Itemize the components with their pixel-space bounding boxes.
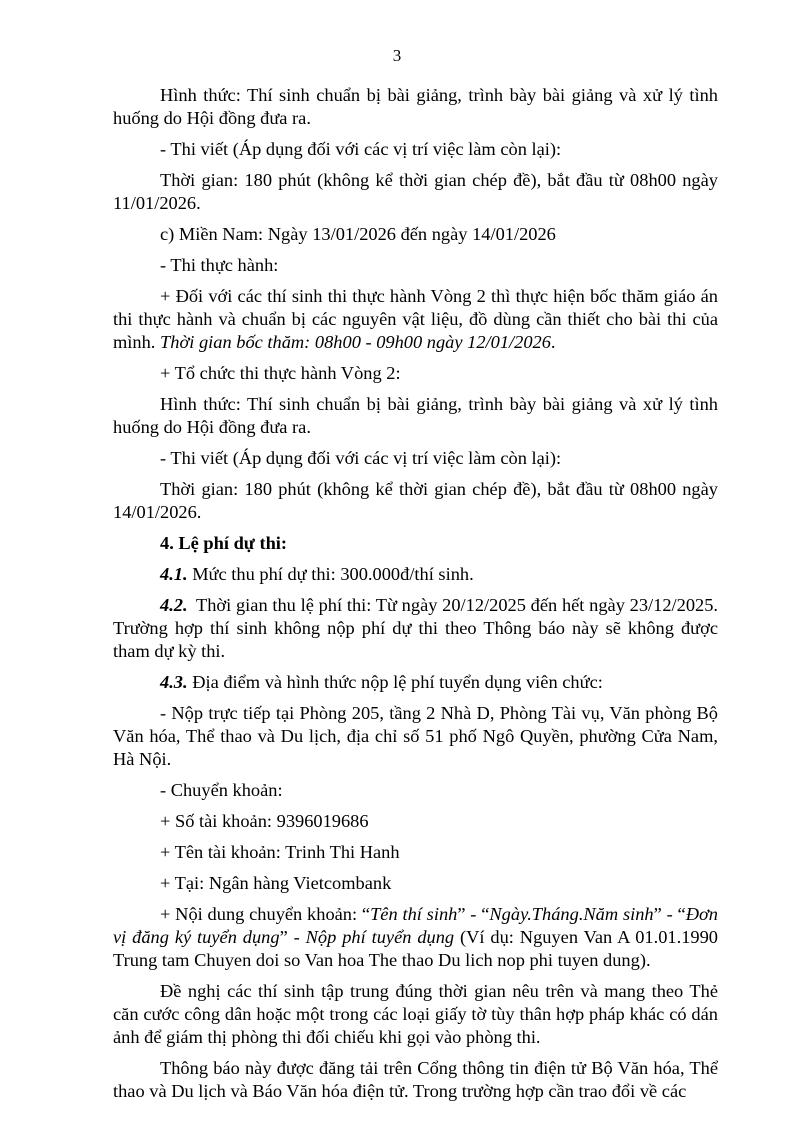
paragraph-4-2 xyxy=(113,594,718,663)
paragraph-announcement: Thông báo này được đăng tải trên Cổng thông tin điện tử Bộ Văn hóa, Thể thao và Du lịch và Báo Văn hóa điện tử. Trong trường hợp cần trao đổi về các xyxy=(113,1058,718,1101)
section-4-3-text: Địa điểm và hình thức nộp lệ phí tuyển dụng viên chức: xyxy=(187,672,603,692)
draw-time-italic: Thời gian bốc thăm: 08h00 - 09h00 ngày 12/01/2026 xyxy=(160,332,551,352)
transfer-text-4: ” - xyxy=(279,927,306,947)
paragraph-format-north: Hình thức: Thí sinh chuẩn bị bài giảng, trình bày bài giảng và xử lý tình huống do Hội đồng đưa ra. xyxy=(113,85,718,128)
paragraph-bank-name: + Tại: Ngân hàng Vietcombank xyxy=(160,873,392,893)
paragraph-practical-draw xyxy=(113,285,718,354)
transfer-text-1: + Nội dung chuyển khoản: “ xyxy=(160,904,371,924)
paragraph-format-south: Hình thức: Thí sinh chuẩn bị bài giảng, trình bày bài giảng và xử lý tình huống do Hội đồng đưa ra. xyxy=(113,394,718,437)
paragraph-4-3 xyxy=(113,671,718,694)
paragraph-transfer-content xyxy=(113,903,718,972)
paragraph-written-time-south: Thời gian: 180 phút (không kể thời gian chép đề), bắt đầu từ 08h00 ngày 14/01/2026. xyxy=(113,479,718,522)
paragraph-organize-round2: + Tổ chức thi thực hành Vòng 2: xyxy=(160,363,401,383)
practical-draw-end: . xyxy=(550,332,556,352)
paragraph-4-1 xyxy=(113,563,718,586)
paragraph-south-region: c) Miền Nam: Ngày 13/01/2026 đến ngày 14/01/2026 xyxy=(160,224,556,244)
transfer-italic-unit: Đơn vị đăng ký tuyển dụng xyxy=(113,904,718,947)
section-4-1-number: 4.1. xyxy=(160,564,188,584)
practical-draw-text: + Đối với các thí sinh thi thực hành Vòng 2 thì thực hiện bốc thăm giáo án thi thực hành và chuẩn bị các nguyên vật liệu, đồ dùng cần thiết cho bài thi của mình. xyxy=(113,286,718,352)
paragraph-written-exam-north: - Thi viết (Áp dụng đối với các vị trí việc làm còn lại): xyxy=(160,139,562,159)
section-4-1-text: Mức thu phí dự thi: 300.000đ/thí sinh. xyxy=(187,564,474,584)
section-4-2-number: 4.2. xyxy=(160,595,188,615)
paragraph-written-time-north: Thời gian: 180 phút (không kể thời gian chép đề), bắt đầu từ 08h00 ngày 11/01/2026. xyxy=(113,170,718,213)
section-4-2-text: Thời gian thu lệ phí thi: Từ ngày 20/12/2025 đến hết ngày 23/12/2025. Trường hợp thí sinh không nộp phí dự thi theo Thông báo này sẽ không được tham dự kỳ thi. xyxy=(113,595,718,661)
section-4-heading: 4. Lệ phí dự thi: xyxy=(160,533,288,553)
transfer-example: (Ví dụ: Nguyen Van A 01.01.1990 Trung tam Chuyen doi so Van hoa The thao Du lich nop phi tuyen dung). xyxy=(113,927,718,970)
transfer-italic-name: Tên thí sinh xyxy=(370,904,458,924)
transfer-italic-fee: Nộp phí tuyển dụng xyxy=(305,927,455,947)
paragraph-account-name: + Tên tài khoản: Trinh Thi Hanh xyxy=(160,842,400,862)
transfer-text-2: ” - “ xyxy=(457,904,490,924)
document-body xyxy=(113,84,718,1103)
paragraph-account-number: + Số tài khoản: 9396019686 xyxy=(160,811,369,831)
paragraph-request: Đề nghị các thí sinh tập trung đúng thời gian nêu trên và mang theo Thẻ căn cước công dân hoặc một trong các loại giấy tờ tùy thân hợp pháp khác có dán ảnh để giám thị phòng thi đối chiếu khi gọi vào phòng thi. xyxy=(113,981,718,1047)
paragraph-direct-payment: - Nộp trực tiếp tại Phòng 205, tầng 2 Nhà D, Phòng Tài vụ, Văn phòng Bộ Văn hóa, Thể thao và Du lịch, địa chỉ số 51 phố Ngô Quyền, phường Cửa Nam, Hà Nội. xyxy=(113,703,718,769)
page-number: 3 xyxy=(392,46,402,65)
transfer-text-3: ” - “ xyxy=(653,904,686,924)
paragraph-bank-transfer: - Chuyển khoản: xyxy=(160,780,283,800)
section-4-3-number: 4.3. xyxy=(160,672,188,692)
transfer-italic-dob: Ngày.Tháng.Năm sinh xyxy=(489,904,654,924)
paragraph-practical-exam: - Thi thực hành: xyxy=(160,255,279,275)
paragraph-written-exam-south: - Thi viết (Áp dụng đối với các vị trí việc làm còn lại): xyxy=(160,448,562,468)
